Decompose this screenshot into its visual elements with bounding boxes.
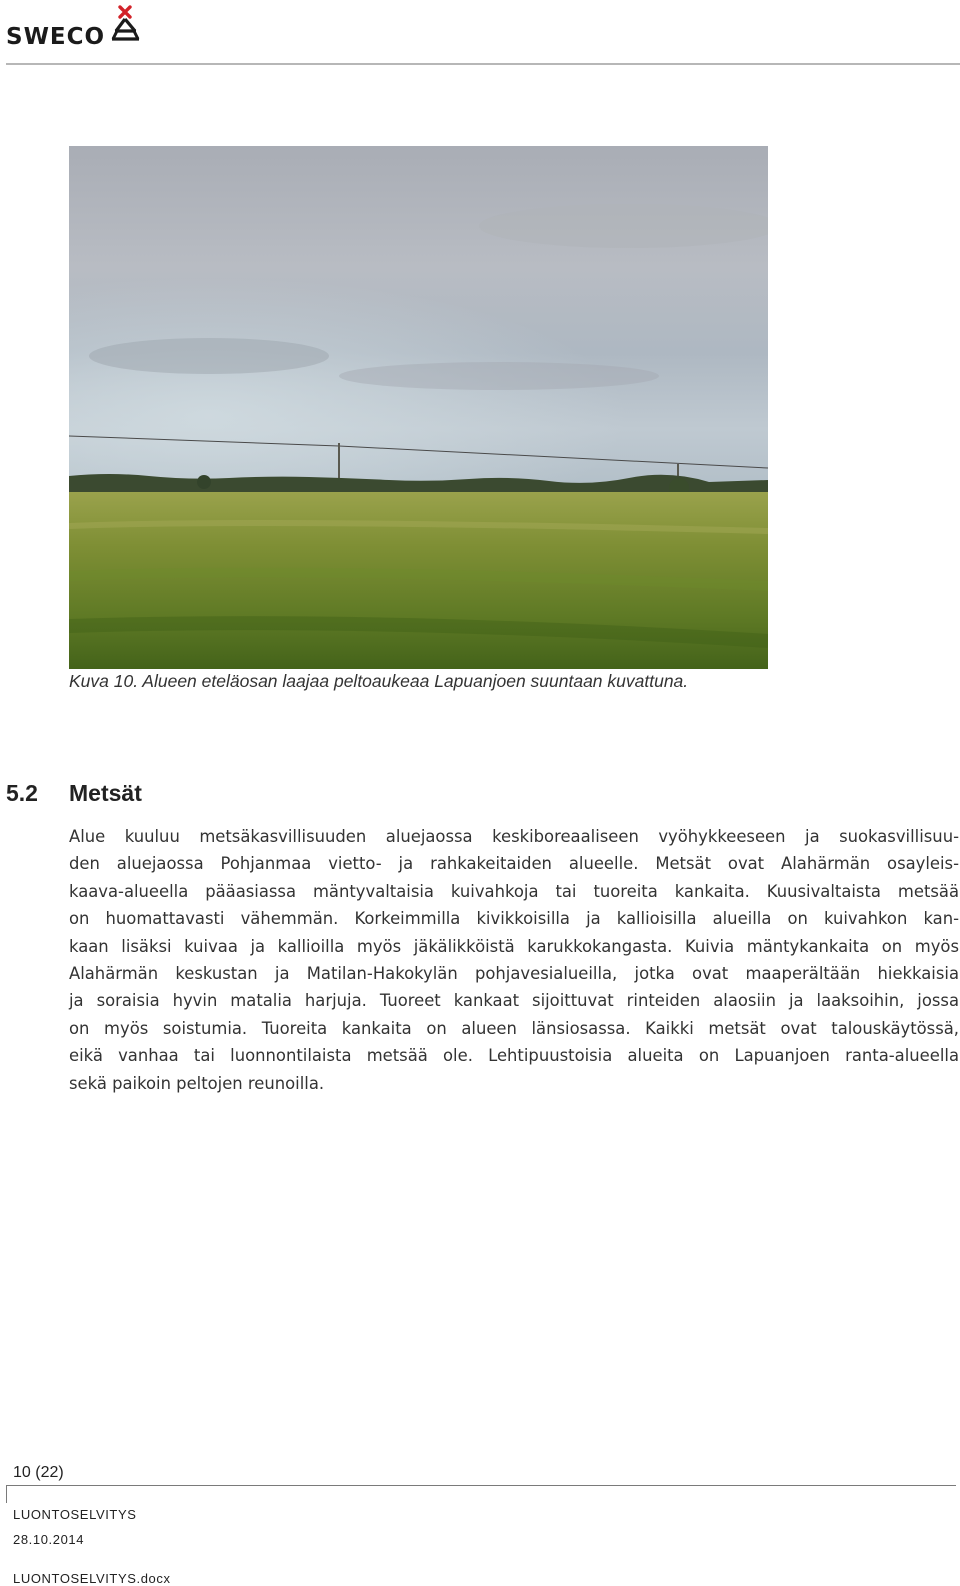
footer-divider — [6, 1485, 956, 1486]
footer-doc-title: LUONTOSELVITYS — [13, 1507, 137, 1522]
body-line: Alahärmän keskustan ja Matilan-Hakokylän pohjavesialueilla, jotka ovat maaperältään hiekkaisia — [69, 964, 959, 984]
body-line: ja soraisia hyvin matalia harjuja. Tuoreet kankaat sijoittuvat rinteiden alaosiin ja laaksoihin, jossa — [69, 991, 959, 1011]
body-line: on myös soistumia. Tuoreita kankaita on alueen länsiosassa. Kaikki metsät ovat talouskäytössä, — [69, 1018, 959, 1038]
figure-caption: Kuva 10. Alueen eteläosan laajaa peltoaukeaa Lapuanjoen suuntaan kuvattuna. — [69, 671, 689, 691]
logo-text: SWECO — [6, 24, 106, 50]
field-photo — [69, 146, 768, 669]
body-line: eikä vanhaa tai luonnontilaista metsää ole. Lehtipuustoisia alueita on Lapuanjoen ranta-alueella — [69, 1046, 959, 1066]
sweco-logo-icon — [108, 4, 144, 44]
footer-divider-tick — [6, 1485, 7, 1503]
body-line: den aluejaossa Pohjanmaa vietto- ja rahkakeitaiden alueelle. Metsät ovat Alahärmän osayleis- — [69, 854, 959, 874]
header-divider — [6, 63, 960, 65]
section-title: Metsät — [69, 780, 142, 806]
section-body — [69, 823, 959, 1097]
footer-date: 28.10.2014 — [13, 1532, 85, 1547]
body-line: kaava-alueella pääasiassa mäntyvaltaisia kuivahkoja tai tuoreita kankaita. Kuusivaltaista metsää — [69, 881, 959, 901]
body-line: kaan lisäksi kuivaa ja kallioilla myös jäkälikköistä karukkokangasta. Kuivia mäntykankaita on myös — [69, 936, 959, 956]
body-line: sekä paikoin peltojen reunoilla. — [69, 1073, 325, 1093]
body-line: on huomattavasti vähemmän. Korkeimmilla kivikkoisilla ja kallioisilla alueilla on kuivahkon kan- — [69, 909, 959, 929]
section-number: 5.2 — [6, 780, 38, 806]
page-header — [0, 0, 960, 70]
body-line: Alue kuuluu metsäkasvillisuuden aluejaossa keskiboreaaliseen vyöhykkeeseen ja suokasvillisuu- — [69, 827, 959, 846]
footer-filename: LUONTOSELVITYS.docx — [13, 1571, 171, 1586]
page-number: 10 (22) — [13, 1464, 64, 1481]
sweco-logo — [4, 4, 144, 48]
